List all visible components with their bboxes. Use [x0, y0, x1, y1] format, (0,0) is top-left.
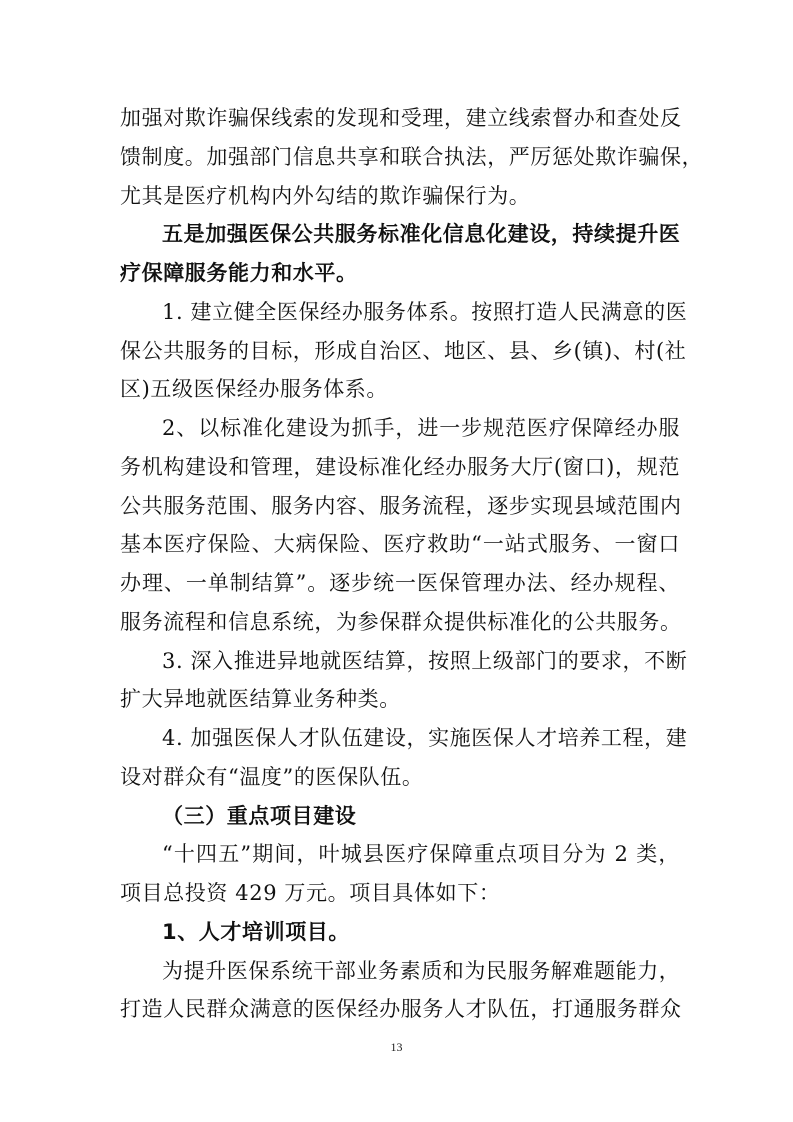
subsection-heading: （三）重点项目建设: [162, 804, 357, 828]
paragraph-line: 尤其是医疗机构内外勾结的欺诈骗保行为。: [120, 184, 531, 208]
paragraph-line: 务机构建设和管理，建设标准化经办服务大厅(窗口)，规范: [120, 455, 680, 479]
section-heading-line: 疗保障服务能力和水平。: [120, 261, 358, 285]
paragraph-line: 扩大异地就医结算业务种类。: [120, 687, 401, 711]
paragraph-line: “十四五”期间，叶城县医疗保障重点项目分为 2 类，: [162, 842, 680, 866]
section-heading-line: 五是加强医保公共服务标准化信息化建设，持续提升医: [162, 222, 681, 246]
paragraph-line: 3. 深入推进异地就医结算，按照上级部门的要求，不断: [162, 649, 688, 673]
paragraph-line: 1. 建立健全医保经办服务体系。按照打造人民满意的医: [162, 300, 688, 324]
paragraph-line: 为提升医保系统干部业务素质和为民服务解难题能力，: [162, 959, 681, 983]
paragraph-line: 办理、一单制结算”。逐步统一医保管理办法、经办规程、: [120, 571, 680, 595]
paragraph-line: 公共服务范围、服务内容、服务流程，逐步实现县域范围内: [120, 494, 682, 518]
paragraph-line: 保公共服务的目标，形成自治区、地区、县、乡(镇)、村(社: [120, 339, 687, 363]
paragraph-line: 打造人民群众满意的医保经办服务人才队伍，打通服务群众: [120, 997, 682, 1021]
paragraph-line: 项目总投资 429 万元。项目具体如下：: [120, 881, 501, 905]
paragraph-line: 基本医疗保险、大病保险、医疗救助“一站式服务、一窗口: [120, 532, 680, 556]
paragraph-line: 加强对欺诈骗保线索的发现和受理，建立线索督办和查处反: [120, 106, 682, 130]
paragraph-line: 4. 加强医保人才队伍建设，实施医保人才培养工程，建: [162, 726, 688, 750]
paragraph-line: 区)五级医保经办服务体系。: [120, 377, 388, 401]
item-heading: 1、人才培训项目。: [162, 920, 351, 944]
page-number: 13: [390, 1040, 403, 1054]
paragraph-line: 服务流程和信息系统，为参保群众提供标准化的公共服务。: [120, 610, 682, 634]
paragraph-line: 馈制度。加强部门信息共享和联合执法，严厉惩处欺诈骗保，: [120, 145, 704, 169]
paragraph-line: 设对群众有“温度”的医保队伍。: [120, 765, 424, 789]
paragraph-line: 2、以标准化建设为抓手，进一步规范医疗保障经办服: [162, 416, 680, 440]
